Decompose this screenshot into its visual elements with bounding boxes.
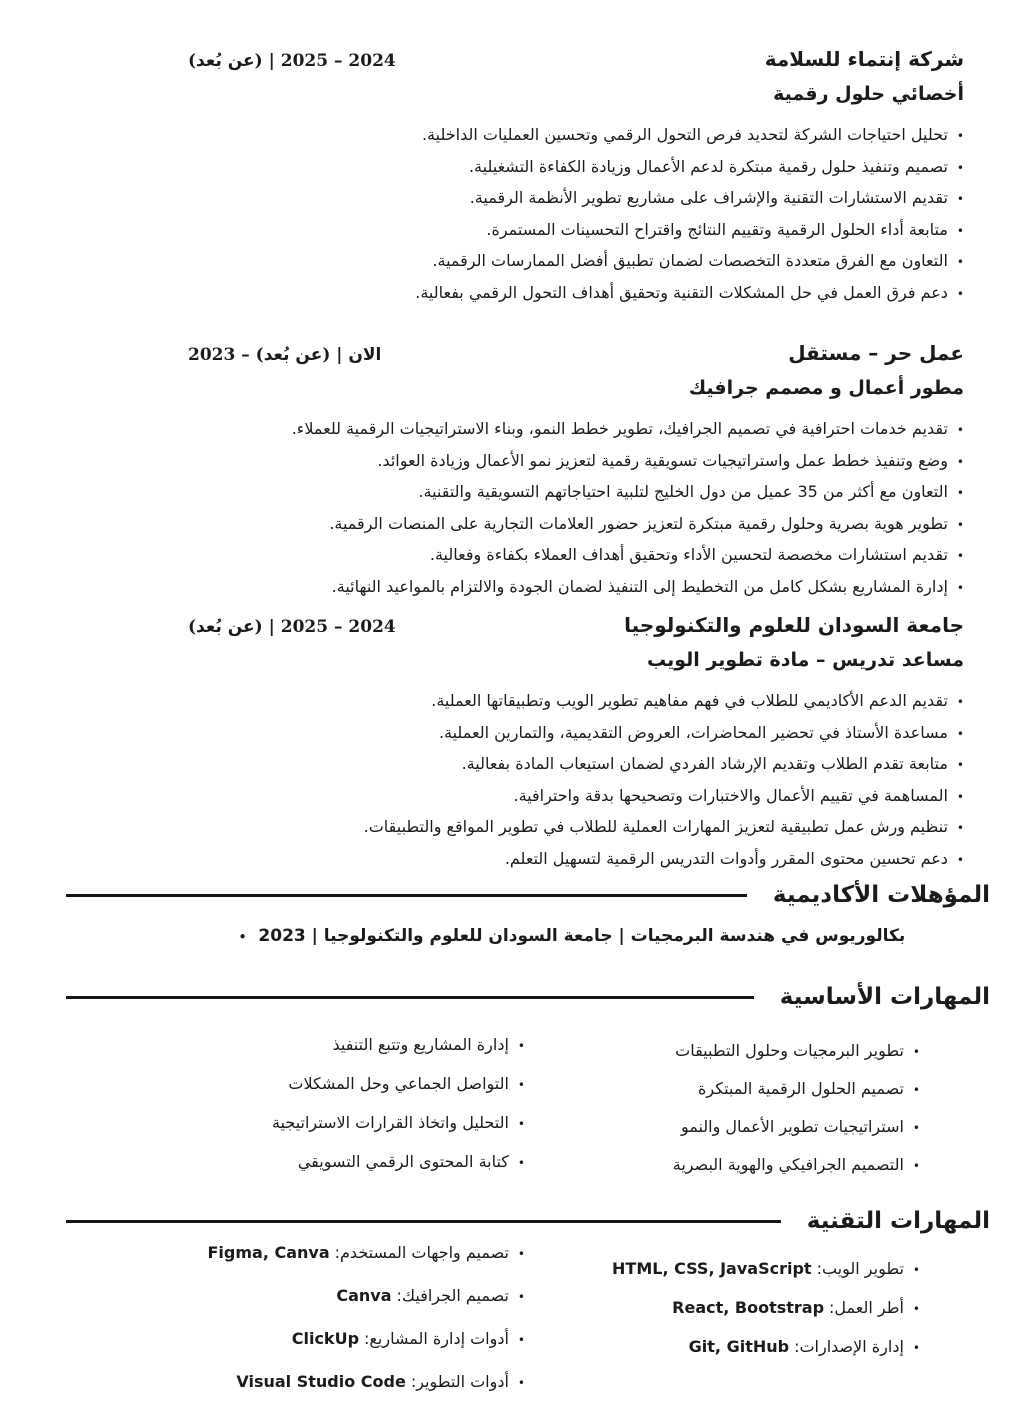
section-core-skills — [64, 982, 990, 1012]
skill-text: كتابة المحتوى الرقمي التسويقي — [297, 1152, 509, 1171]
section-divider-line — [66, 996, 754, 999]
job-bullet — [415, 215, 964, 247]
skill-text: التواصل الجماعي وحل المشكلات — [288, 1074, 509, 1093]
bullet-icon: • — [517, 1156, 525, 1170]
experience-entry-3 — [188, 612, 964, 868]
job-bullet-text: تقديم استشارات مخصصة لتحسين الأداء وتحقيق أهداف العملاء بكفاءة وفعالية. — [429, 545, 948, 564]
skill-text: التصميم الجرافيكي والهوية البصرية — [672, 1155, 904, 1174]
job-bullet — [364, 844, 964, 876]
bullet-icon: • — [956, 255, 964, 269]
bullet-icon: • — [956, 789, 964, 804]
bullet-icon: • — [956, 223, 964, 238]
job-bullet-text: تنظيم ورش عمل تطبيقية لتعزيز المهارات العملية للطلاب في تطوير المواقع والتطبيقات. — [363, 817, 948, 836]
bullet-icon: • — [956, 486, 964, 500]
job-bullet-text: التعاون مع الفرق متعددة التخصصات لضمان تطبيق أفضل الممارسات الرقمية. — [432, 251, 948, 270]
bullet-icon: • — [956, 423, 964, 437]
qualification-item — [140, 926, 1004, 946]
skill-text: استراتيجيات تطوير الأعمال والنمو — [680, 1117, 904, 1136]
bullet-icon: • — [956, 695, 964, 709]
job-bullet-text: تحليل احتياجات الشركة لتحديد فرص التحول الرقمي وتحسين العمليات الداخلية. — [421, 125, 948, 144]
employment-date: 2024 – 2025 | (عن بُعد) — [188, 617, 396, 637]
bullet-icon: • — [956, 160, 964, 175]
section-technical-skills — [64, 1206, 990, 1236]
section-heading: المهارات الأساسية — [779, 984, 990, 1010]
technical-skills-grid — [140, 1242, 920, 1394]
bullet-icon: • — [517, 1376, 525, 1390]
job-bullet — [292, 446, 964, 478]
skill-item — [535, 1258, 920, 1281]
employment-date: 2024 – 2025 | (عن بُعد) — [188, 51, 396, 71]
job-bullet-text: دعم فرق العمل في حل المشكلات التقنية وتحقيق أهداف التحول الرقمي بفعالية. — [415, 282, 948, 302]
skill-item — [140, 1151, 525, 1174]
company-name: جامعة السودان للعلوم والتكنولوجيا — [624, 613, 964, 637]
bullet-icon: • — [912, 1083, 920, 1097]
skill-item — [535, 1297, 920, 1320]
job-bullet — [364, 718, 964, 750]
skill-item — [140, 1371, 525, 1394]
entry-header — [188, 340, 964, 366]
bullet-icon: • — [912, 1263, 920, 1277]
job-bullet — [292, 477, 964, 509]
bullet-icon: • — [912, 1045, 920, 1059]
bullet-icon: • — [517, 1290, 525, 1304]
job-bullet-text: متابعة أداء الحلول الرقمية وتقييم النتائج واقتراح التحسينات المستمرة. — [486, 219, 948, 239]
job-bullet — [364, 686, 964, 718]
job-title: مطور أعمال و مصمم جرافيك — [688, 377, 964, 399]
section-divider-line — [66, 894, 747, 897]
section-academic-qualifications — [64, 880, 990, 910]
bullet-icon: • — [956, 549, 964, 563]
job-bullet — [364, 812, 964, 844]
skill-text: التحليل واتخاذ القرارات الاستراتيجية — [271, 1113, 509, 1132]
skill-item — [140, 1328, 525, 1351]
bullet-icon: • — [517, 1247, 525, 1261]
company-name: عمل حر – مستقل — [788, 341, 964, 365]
skill-item — [535, 1336, 920, 1359]
skill-text: إدارة المشاريع وتتبع التنفيذ — [332, 1035, 509, 1054]
job-bullet-text: تطوير هوية بصرية وحلول رقمية مبتكرة لتعزيز حضور العلامات التجارية على المنصات الرقمية. — [329, 513, 948, 533]
bullet-icon: • — [912, 1302, 920, 1316]
bullet-icon: • — [956, 821, 964, 835]
job-bullet-text: مساعدة الأستاذ في تحضير المحاضرات، العروض التقديمية، والتمارين العملية. — [438, 722, 948, 742]
section-divider-line — [66, 1220, 781, 1223]
bullet-icon: • — [517, 1117, 525, 1131]
job-bullet-text: وضع وتنفيذ خطط عمل واستراتيجيات تسويقية رقمية لتعزيز نمو الأعمال وزيادة العوائد. — [377, 450, 948, 470]
job-bullet-list — [415, 120, 964, 309]
job-bullet — [292, 414, 964, 446]
bullet-icon: • — [956, 758, 964, 772]
skill-value: Git, GitHub — [688, 1337, 790, 1356]
job-title: مساعد تدريس – مادة تطوير الويب — [647, 649, 964, 671]
bullet-icon: • — [956, 192, 964, 206]
job-bullet — [292, 572, 964, 604]
core-skills-right-column — [535, 1034, 920, 1177]
skill-item — [535, 1116, 920, 1139]
qualification-text: بكالوريوس في هندسة البرمجيات | جامعة السودان للعلوم والتكنولوجيا | 2023 — [258, 926, 906, 946]
skill-item — [140, 1034, 525, 1057]
bullet-icon: • — [912, 1341, 920, 1355]
bullet-icon: • — [517, 1039, 525, 1053]
job-bullet-text: تقديم الدعم الأكاديمي للطلاب في فهم مفاهيم تطوير الويب وتطبيقاتها العملية. — [431, 691, 948, 710]
job-bullet-text: دعم تحسين محتوى المقرر وأدوات التدريس الرقمية لتسهيل التعلم. — [504, 848, 948, 868]
skill-item — [140, 1285, 525, 1308]
employment-date: 2023 – الان | (عن بُعد) — [188, 345, 382, 365]
job-bullet — [364, 749, 964, 781]
job-bullet-text: إدارة المشاريع بشكل كامل من التخطيط إلى التنفيذ لضمان الجودة والالتزام بالمواعيد النهائية. — [331, 576, 948, 596]
job-bullet-text: التعاون مع أكثر من 35 عميل من دول الخليج لتلبية احتياجاتهم التسويقية والتقنية. — [418, 482, 948, 501]
bullet-icon: • — [956, 726, 964, 741]
job-bullet-text: تقديم الاستشارات التقنية والإشراف على مشاريع تطوير الأنظمة الرقمية. — [469, 188, 948, 207]
job-bullet-text: متابعة تقدم الطلاب وتقديم الإرشاد الفردي لضمان استيعاب المادة بفعالية. — [461, 754, 948, 773]
skill-item — [140, 1112, 525, 1135]
bullet-icon: • — [517, 1078, 525, 1092]
skill-label: تصميم الجرافيك: — [396, 1286, 509, 1305]
skill-item — [140, 1242, 525, 1265]
skill-label: تصميم واجهات المستخدم: — [334, 1243, 509, 1262]
job-bullet-text: تصميم وتنفيذ حلول رقمية مبتكرة لدعم الأعمال وزيادة الكفاءة التشغيلية. — [468, 156, 948, 176]
skill-label: أدوات إدارة المشاريع: — [364, 1329, 509, 1348]
bullet-icon: • — [912, 1121, 920, 1135]
skill-item — [535, 1154, 920, 1177]
entry-header — [188, 46, 964, 72]
skill-item — [535, 1040, 920, 1063]
bullet-icon: • — [956, 286, 964, 301]
job-title: أخصائي حلول رقمية — [773, 83, 964, 105]
entry-header — [188, 612, 964, 638]
skill-text: تطوير البرمجيات وحلول التطبيقات — [675, 1041, 904, 1060]
job-bullet — [415, 183, 964, 215]
job-bullet-list — [292, 414, 964, 603]
bullet-icon: • — [956, 517, 964, 532]
skill-text: تصميم الحلول الرقمية المبتكرة — [698, 1079, 904, 1098]
core-skills-left-column — [140, 1034, 525, 1177]
skill-value: Canva — [336, 1286, 392, 1305]
job-bullet-text: المساهمة في تقييم الأعمال والاختبارات وتصحيحها بدقة واحترافية. — [513, 785, 948, 805]
skill-label: أطر العمل: — [829, 1298, 904, 1317]
skill-value: ClickUp — [291, 1329, 360, 1348]
core-skills-grid — [140, 1034, 920, 1177]
skill-label: أدوات التطوير: — [410, 1372, 509, 1391]
job-bullet — [415, 246, 964, 278]
bullet-icon: • — [956, 129, 964, 143]
bullet-icon: • — [517, 1333, 525, 1347]
experience-entry-2 — [188, 340, 964, 596]
skill-item — [140, 1073, 525, 1096]
experience-entry-1 — [188, 46, 964, 302]
skill-value: Visual Studio Code — [236, 1372, 406, 1391]
technical-skills-left-column — [140, 1242, 525, 1394]
bullet-icon: • — [956, 580, 964, 595]
bullet-icon: • — [956, 852, 964, 867]
technical-skills-right-column — [535, 1242, 920, 1394]
skill-label: تطوير الويب: — [816, 1259, 904, 1278]
section-heading: المؤهلات الأكاديمية — [772, 882, 990, 908]
job-bullet-text: تقديم خدمات احترافية في تصميم الجرافيك، تطوير خطط النمو، وبناء الاستراتيجيات الرقمية للعملاء. — [291, 419, 948, 438]
job-bullet — [292, 509, 964, 541]
skill-value: React, Bootstrap — [672, 1298, 825, 1317]
job-bullet — [292, 540, 964, 572]
company-name: شركة إنتماء للسلامة — [764, 47, 964, 71]
job-bullet — [415, 278, 964, 310]
bullet-icon: • — [912, 1159, 920, 1173]
job-bullet — [415, 152, 964, 184]
skill-value: HTML, CSS, JavaScript — [612, 1259, 812, 1278]
section-heading: المهارات التقنية — [806, 1208, 990, 1234]
skill-value: Figma, Canva — [207, 1243, 330, 1262]
skill-item — [535, 1078, 920, 1101]
job-bullet-list — [364, 686, 964, 875]
job-bullet — [415, 120, 964, 152]
skill-label: إدارة الإصدارات: — [794, 1337, 904, 1356]
job-bullet — [364, 781, 964, 813]
bullet-icon: • — [956, 454, 964, 469]
bullet-icon: • — [238, 930, 247, 944]
